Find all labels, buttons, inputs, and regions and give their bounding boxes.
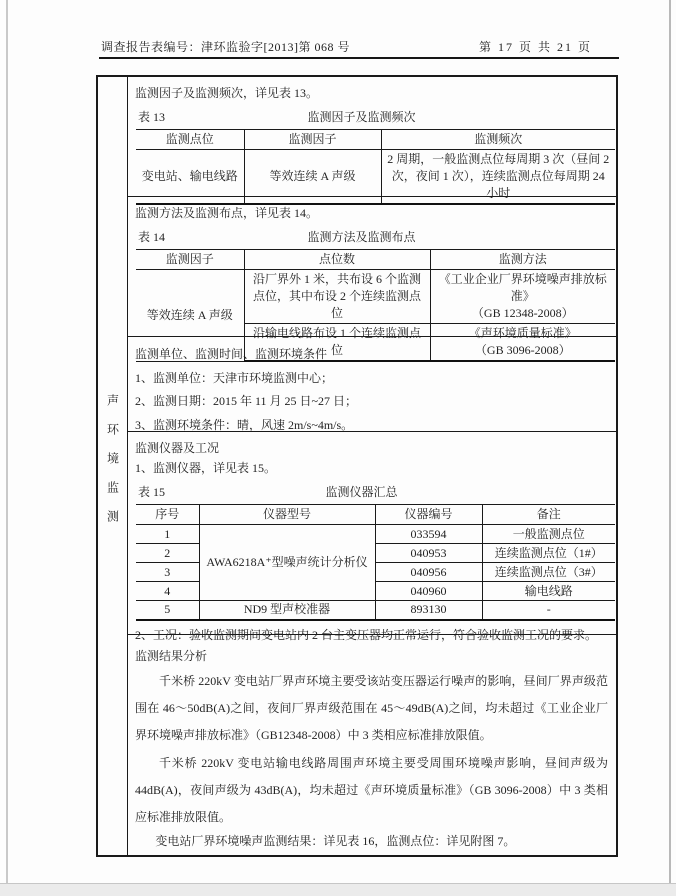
- table15-row-5: [136, 601, 615, 620]
- table15-header-model: 仪器型号: [199, 505, 375, 525]
- table14-number: 表 14: [138, 230, 166, 244]
- table14-cell-points-1: 沿厂界外 1 米，共布设 6 个监测点位，其中布设 2 个连续监测点位: [244, 270, 430, 324]
- table13-header-factor: 监测因子: [244, 130, 381, 150]
- cell-no: 4: [136, 582, 199, 601]
- table15-header-code: 仪器编号: [375, 505, 482, 525]
- table15-number: 表 15: [138, 485, 166, 499]
- table15-header-note: 备注: [482, 505, 615, 525]
- report-form-table: [96, 75, 618, 857]
- monitoring-weather-line: 3、监测环境条件：晴，风速 2m/s~4m/s。: [135, 417, 354, 432]
- section4-heading: 监测仪器及工况: [135, 441, 220, 455]
- table14-caption: [135, 226, 608, 249]
- section-monitoring-factors: [128, 77, 616, 200]
- cell-note: 连续监测点位（3#）: [482, 563, 615, 582]
- cell-no: 2: [136, 544, 199, 563]
- monitoring-date-line: 2、监测日期：2015 年 11 月 25 日~27 日；: [135, 394, 358, 408]
- table13-title: 监测因子及监测频次: [307, 110, 416, 124]
- monitoring-unit-line: 1、监测单位：天津市环境监测中心；: [135, 370, 334, 385]
- table13-header-row: [136, 130, 615, 150]
- table13-cell-point: 变电站、输电线路: [136, 150, 244, 205]
- table14-header-row: [136, 250, 615, 270]
- table14-data-row: [136, 270, 615, 324]
- scan-edge-left: [6, 0, 8, 884]
- cell-code: 040960: [375, 582, 482, 601]
- table13-data-row: [136, 150, 615, 205]
- cell-note: -: [482, 601, 615, 620]
- section2-intro: 监测方法及监测布点，详见表 14。: [135, 206, 319, 220]
- table-15: [136, 504, 615, 621]
- table13-caption: [135, 106, 608, 129]
- result-paragraph-substation: 千米桥 220kV 变电站厂界声环境主要受该站变压器运行噪声的影响，昼间厂界声级范围在 46～50dB(A)之间，夜间厂界声级范围在 45～49dB(A)之间，均未超过《工业企业厂界环境噪声排放标准》（GB12348-2008）中 3 类相应标准排放限值。: [135, 674, 608, 742]
- page-number: 第 17 页 共 21 页: [478, 40, 592, 54]
- table14-title: 监测方法及监测布点: [307, 230, 416, 244]
- cell-code: 033594: [375, 525, 482, 544]
- table15-row-1: [136, 525, 615, 544]
- table13-header-point: 监测点位: [136, 130, 244, 150]
- cell-code: 893130: [375, 601, 482, 620]
- cell-model: ND9 型声校准器: [199, 601, 375, 620]
- table13-header-frequency: 监测频次: [381, 130, 615, 150]
- page-header: [101, 38, 618, 55]
- section1-intro: 监测因子及监测频次，详见表 13。: [135, 86, 319, 100]
- table14-cell-factor: 等效连续 A 声级: [136, 270, 244, 362]
- cell-no: 5: [136, 601, 199, 620]
- method-standard-name: 《工业企业厂界环境噪声排放标准》: [438, 272, 607, 303]
- cell-note: 一般监测点位: [482, 525, 615, 544]
- cell-note: 连续监测点位（1#）: [482, 544, 615, 563]
- cell-model-merged: AWA6218A⁺型噪声统计分析仪: [199, 525, 375, 601]
- table13-cell-factor: 等效连续 A 声级: [244, 150, 381, 205]
- table13-cell-frequency: 2 周期，一般监测点位每周期 3 次（昼间 2 次，夜间 1 次），连续监测点位每周期 24 小时: [381, 150, 615, 205]
- cell-code: 040953: [375, 544, 482, 563]
- section-result-analysis: [128, 635, 616, 860]
- table14-header-points: 点位数: [244, 250, 430, 270]
- table15-header-no: 序号: [136, 505, 199, 525]
- table14-header-factor: 监测因子: [136, 250, 244, 270]
- operating-condition-line: 2、工况：验收监测期间变电站内 2 台主变压器均正常运行，符合验收监测工况的要求。: [135, 627, 598, 642]
- table14-header-method: 监测方法: [430, 250, 615, 270]
- section-label-cell: [98, 77, 128, 855]
- header-rule: [99, 57, 619, 59]
- cell-no: 3: [136, 563, 199, 582]
- cell-no: 1: [136, 525, 199, 544]
- method-standard-name: 《声环境质量标准》: [468, 326, 577, 340]
- form-content: [128, 77, 616, 855]
- scan-edge-right: [669, 0, 671, 884]
- table14-cell-method-1: [430, 270, 615, 324]
- table14-cell-points-2: 沿输电线路布设 1 个连续监测点位: [244, 324, 430, 362]
- table15-header-row: [136, 505, 615, 525]
- section-monitoring-conditions: [128, 337, 616, 432]
- scan-edge-bottom: [0, 883, 676, 896]
- section4-intro: 1、监测仪器，详见表 15。: [135, 461, 277, 475]
- method-standard-code: （GB 3096-2008）: [474, 343, 571, 357]
- section5-heading: 监测结果分析: [135, 649, 208, 663]
- table-13: [136, 129, 615, 205]
- table15-title: 监测仪器汇总: [325, 485, 398, 499]
- table15-caption: [135, 481, 608, 504]
- section3-heading: 监测单位、监测时间、监测环境条件: [135, 347, 328, 361]
- section-instruments: [128, 432, 616, 642]
- table13-number: 表 13: [138, 110, 166, 124]
- method-standard-code: （GB 12348-2008）: [471, 306, 574, 320]
- section-label: 声环境监测: [105, 393, 120, 539]
- cell-code: 040956: [375, 563, 482, 582]
- report-number: 调查报告表编号：津环监验字[2013]第 068 号: [101, 40, 350, 54]
- result-reference-line: 变电站厂界环境噪声监测结果：详见表 16，监测点位：详见附图 7。: [155, 834, 516, 848]
- result-paragraph-transmission-line: 千米桥 220kV 变电站输电线路周围声环境主要受周围环境噪声影响，昼间声级为 44dB(A)，夜间声级为 43dB(A)，均未超过《声环境质量标准》（GB 3096-2008）中 3 类相应标准排放限值。: [135, 756, 608, 824]
- cell-note: 输电线路: [482, 582, 615, 601]
